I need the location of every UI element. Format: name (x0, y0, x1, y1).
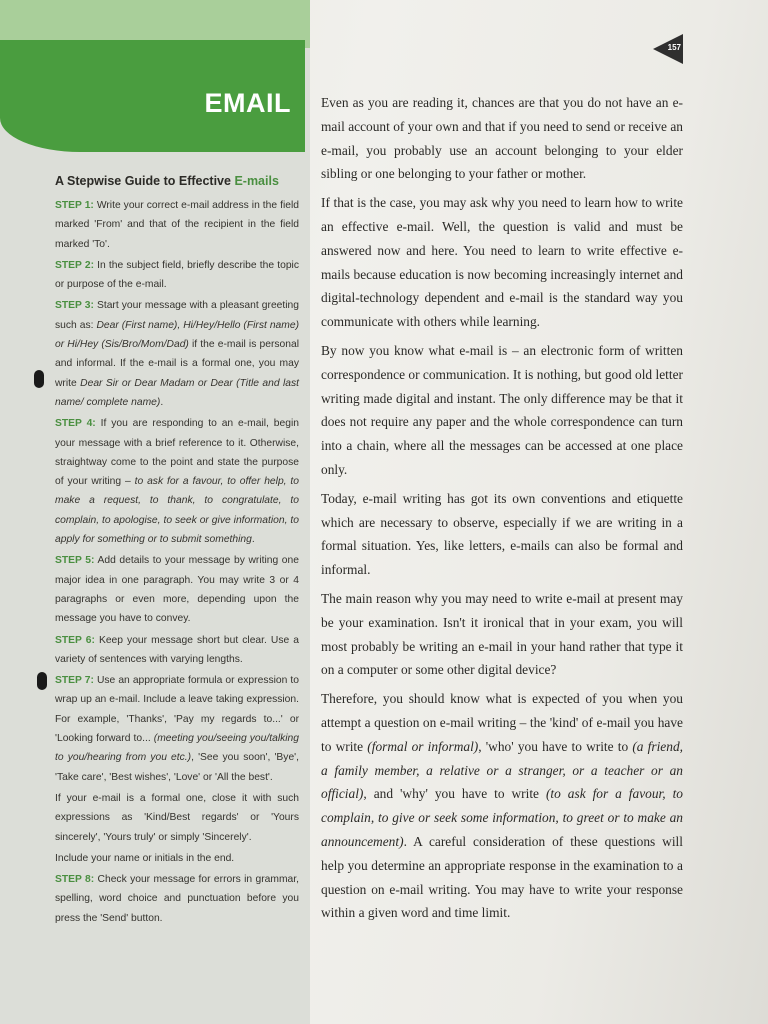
paragraph-3: By now you know what e-mail is – an electronic form of written correspondence or communication. It is nothing, but good old letter writing made digital and instant. The only difference may be that it does not require any paper and the whole correspondence can turn into a chain, where all the messages can be accessed at one place only. (321, 342, 683, 477)
step-1: STEP 1: Write your correct e-mail address in the field marked 'From' and that of the recipient in the field marked 'To'. (55, 200, 299, 250)
paragraph-5: The main reason why you may need to write e-mail at present may be your examination. Isn't it ironical that in your exam, you will most probably be writing an e-mail in your hand rather that type it on a computer or some other digital device? (321, 590, 683, 678)
include-name-note: Include your name or initials in the end. (55, 852, 235, 864)
main-text (321, 91, 683, 930)
binder-hole (37, 672, 47, 690)
step-2: STEP 2: In the subject field, briefly describe the topic or purpose of the e-mail. (55, 259, 299, 291)
paragraph-6: Therefore, you should know what is expected of you when you attempt a question on e-mail writing – the 'kind' of e-mail you have to write (formal or informal), 'who' you have to write to (a friend, a family member, a relative or a stranger, or a teacher or an official), and 'why' you have to write (to ask for a favour, to complain, to give or seek some information, to greet or to make an announcement). A careful consideration of these questions will help you determine an appropriate response in the examination to a question on e-mail writing. You may have to write your response within a given word and time limit. (321, 691, 684, 921)
step-4: STEP 4: If you are responding to an e-mail, begin your message with a brief reference to it. Otherwise, straightway come to the point and state the purpose of your writing – to ask for a favour, to offer help, to make a request, to thank, to congratulate, to complain, to apologise, to seek or give information, to apply for something or to submit something. (55, 418, 299, 546)
guide-heading: A Stepwise Guide to Effective E-mails (55, 174, 279, 188)
binder-hole (34, 370, 44, 388)
formal-close-note: If your e-mail is a formal one, close it with such expressions as 'Kind/Best regards' or 'Yours sincerely', 'Yours truly' or simply 'Sincerely'. (55, 792, 299, 843)
paragraph-2: If that is the case, you may ask why you need to learn how to write an effective e-mail. Well, the question is valid and must be answered now and here. You need to learn to write effective e-mails because education is now becoming increasingly internet and digital-technology dependent and e-mail is the standard way you communicate with others while learning. (321, 195, 683, 330)
page-number-badge (653, 34, 683, 64)
step-5: STEP 5: Add details to your message by writing one major idea in one paragraph. You may write 3 or 4 paragraphs or even more, depending upon the message you have to convey. (55, 555, 299, 625)
step-7: STEP 7: Use an appropriate formula or expression to wrap up an e-mail. Include a leave taking expression. For example, 'Thanks', 'Pay my regards to...' or 'Looking forward to... (meeting you/seeing you/talking to you/hearing from you etc.), 'See you soon', 'Bye', 'Take care', 'Best wishes', 'Love' or 'All the best'. (55, 675, 299, 783)
paragraph-4: Today, e-mail writing has got its own conventions and etiquette which are necessary to observe, especially if we are writing in a formal situation. Yes, like letters, e-mails can also be formal and informal. (321, 490, 683, 578)
step-6: STEP 6: Keep your message short but clear. Use a variety of sentences with varying lengths. (55, 634, 299, 665)
step-8: STEP 8: Check your message for errors in grammar, spelling, word choice and punctuation before you press the 'Send' button. (55, 874, 299, 924)
step-3: STEP 3: Start your message with a pleasant greeting such as: Dear (First name), Hi/Hey/Hello (First name) or Hi/Hey (Sis/Bro/Mom/Dad) if the e-mail is personal and informal. If the e-mail is a formal one, you may write Dear Sir or Dear Madam or Dear (Title and last name/ complete name). (55, 300, 299, 408)
title-banner (0, 40, 305, 152)
stepwise-guide (55, 172, 299, 930)
page-number: 157 (667, 43, 681, 52)
page-title: EMAIL (204, 88, 291, 118)
paragraph-1: Even as you are reading it, chances are that you do not have an e-mail account of your own and that if you need to send or receive an e-mail, you probably use an account belonging to your elder sibling or one belonging to your father or mother. (321, 95, 683, 182)
